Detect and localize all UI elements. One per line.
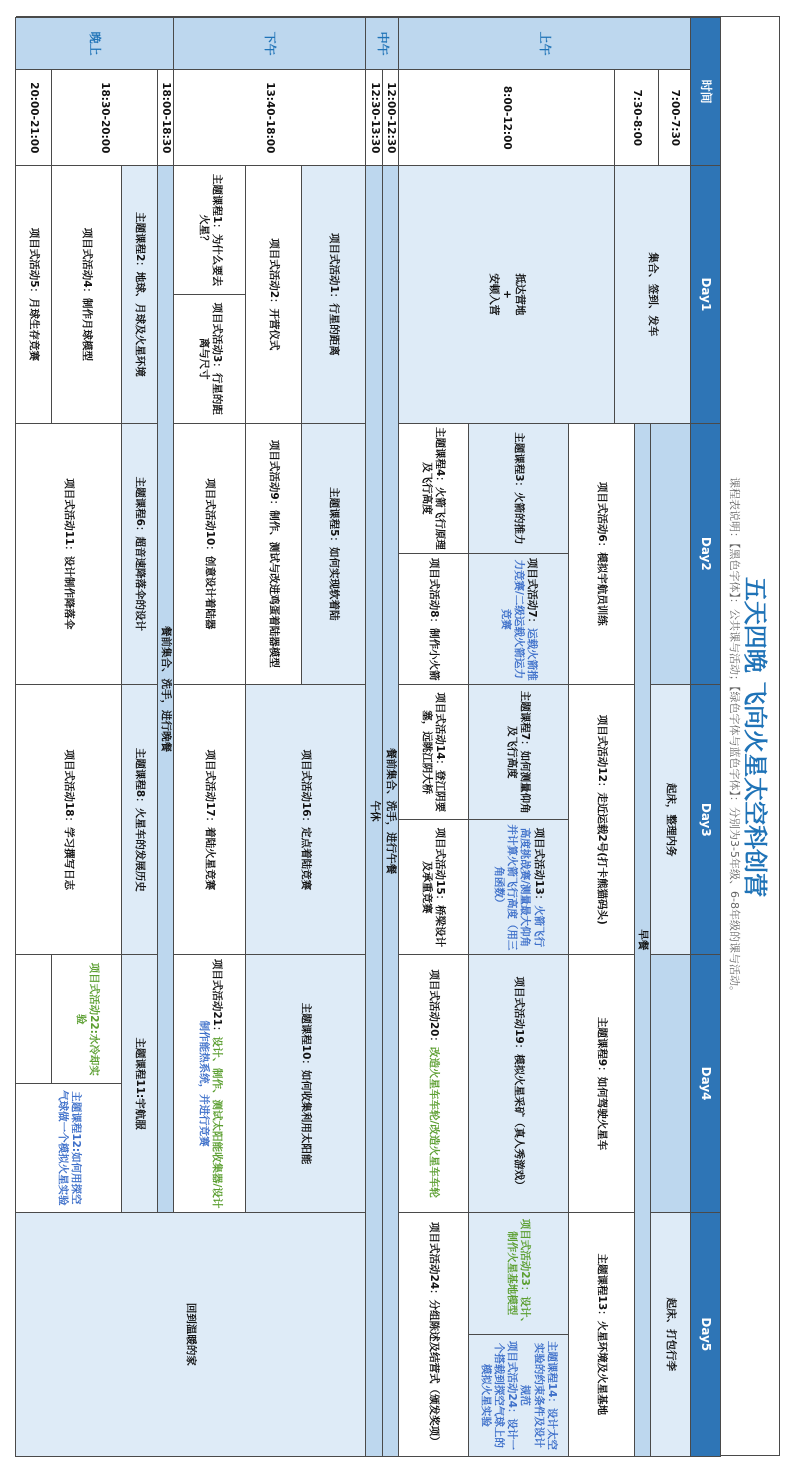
day1-a5: 项目式活动5：月球生存竞赛 — [16, 166, 52, 423]
day2-c5: 主题课程5：如何实现软着陆 — [302, 423, 366, 685]
day3-a13-end: 仰角并计算火箭飞行高度（用三角函数） — [493, 824, 532, 951]
day4-a22-text: 项目式活动22:水冷却实验 — [74, 962, 100, 1076]
schedule-page — [16, 16, 780, 1456]
time-cell: 18:30-20:00 — [52, 70, 158, 166]
day2-wake-band — [650, 423, 690, 685]
day4-a21-end: 制作能热系统，并进行竞赛 — [197, 1020, 210, 1147]
day3-a15: 项目式活动15：桥梁设计及承重竞赛 — [398, 820, 468, 955]
day3-a14: 项目式活动14：登江阴要塞，远眺江阴大桥 — [398, 685, 468, 820]
day4-a22 — [52, 955, 122, 1084]
day2-a7-end: 竞赛 — [499, 608, 512, 630]
row-0700 — [658, 18, 690, 1457]
day4-a19: 项目式活动19：模拟火星采矿（真人秀游戏） — [468, 955, 568, 1212]
day5-a24: 项目式活动24：分组陈述及结营式（颁发奖项） — [398, 1212, 468, 1456]
day2-a11: 项目式活动11：设计制作降落伞 — [16, 423, 122, 685]
day1-a1: 项目式活动1：行星的距离 — [302, 166, 366, 423]
time-cell: 12:00-12:30 — [382, 70, 398, 166]
time-cell: 13:40-18:00 — [174, 70, 366, 166]
day2-a10: 项目式活动10：创意设计着陆器 — [174, 423, 246, 685]
time-cell: 7:30-8:00 — [614, 70, 658, 166]
day1-a2: 项目式活动2：开营仪式 — [246, 166, 302, 423]
day5-c13: 主题课程13：火星环境及火星基地 — [568, 1212, 634, 1456]
day1-a4: 项目式活动4：制作月球模型 — [52, 166, 122, 423]
period-noon: 中午 — [366, 18, 398, 70]
day2-a7 — [468, 554, 568, 685]
day5-c14-text: 主题课程14：设计太空实验的约束条件及设计规范 — [519, 1340, 558, 1450]
lunch-band: 餐前集合、洗手，进行午餐 — [382, 166, 398, 1457]
day4-a20 — [398, 955, 468, 1212]
time-cell: 20:00-21:00 — [16, 70, 52, 166]
day1-c1: 主题课程1：为什么要去火星？ — [174, 166, 246, 295]
day4-a21-pre: 项目式活动21： — [211, 958, 223, 1037]
day5-wake: 起床、打包行李 — [650, 1212, 690, 1456]
header-day5: Day5 — [690, 1212, 720, 1456]
header-row — [690, 18, 720, 1457]
day4-a20-mid: 改造火星车车轮/改造火星车车轮 — [427, 1046, 440, 1198]
day2-c6: 主题课程6：超音速降落伞的设计 — [122, 423, 158, 685]
day2-c4: 主题课程4：火箭飞行原理及飞行高度 — [398, 423, 468, 554]
day3-a18: 项目式活动18：学习撰写日志 — [16, 685, 122, 955]
day4-a21-mid: 设计、制作、测试太阳能收集器/设计 — [211, 1036, 223, 1209]
header-day4: Day4 — [690, 955, 720, 1212]
day5-a23-mid: 设计、制作火星基地模型 — [506, 1231, 532, 1328]
time-cell: 18:00-18:30 — [158, 70, 174, 166]
day3-a13-mid: 火箭飞行高度挑战赛/测量最大 — [519, 827, 545, 948]
day5-c14 — [468, 1334, 568, 1456]
schedule-table — [15, 17, 721, 1457]
day3-c7: 主题课程7：如何测量仰角及飞行高度 — [468, 685, 568, 820]
day5-a23-pre: 项目式活动23： — [519, 1218, 532, 1297]
time-cell: 12:30-13:30 — [366, 70, 382, 166]
day2-a7-pre: 项目式活动7： — [525, 557, 538, 629]
day4-c12-text: 主题课程12:如何用探空气球做一个模拟火星实验 — [56, 1090, 82, 1206]
day1-a3: 项目式活动3：行星的距离与尺寸 — [174, 294, 246, 423]
row-1230 — [366, 18, 382, 1457]
day2-a7-mid: 运载火箭推力竞赛/二级运载火箭运力 — [512, 559, 538, 681]
day4-wake-band — [650, 955, 690, 1212]
day5-home: 回到温暖的家 — [16, 1212, 366, 1456]
header-day1: Day1 — [690, 166, 720, 423]
day1-settle: 安顿入营 — [487, 273, 500, 316]
time-cell: 7:00-7:30 — [658, 70, 690, 166]
day4-spacer — [16, 955, 52, 1084]
day4-c11: 主题课程11:宇航服 — [122, 955, 158, 1212]
day4-a21 — [174, 955, 246, 1212]
day3-a17: 项目式活动17：着陆火星竞赛 — [174, 685, 246, 955]
day4-c10: 主题课程10：如何收集利用太阳能 — [246, 955, 366, 1212]
day1-gather: 集合、签到、发车 — [614, 166, 690, 423]
day3-a13 — [468, 820, 568, 955]
period-evening: 晚上 — [16, 18, 174, 70]
day4-c12 — [16, 1084, 122, 1213]
day2-a9: 项目式活动9：制作、测试与改进鸡蛋着陆器模型 — [246, 423, 302, 685]
page-title: 五天四晚 飞向火星太空科创营 — [741, 576, 769, 898]
day3-a13-pre: 项目式活动13： — [532, 827, 545, 906]
header-time: 时间 — [690, 18, 720, 166]
legend-note: 课程表说明：【黑色字体】：公共课与活动；【绿色字体与蓝色字体】：分别为3-5年级、6-8年级的课与活动。 — [728, 477, 741, 997]
header-day3: Day3 — [690, 685, 720, 955]
dinner-band: 餐前集合、洗手，进行晚餐 — [158, 166, 174, 1212]
day2-a8: 项目式活动8：制作小火箭 — [398, 554, 468, 685]
day1-c2: 主题课程2：地球、月球及火星环境 — [122, 166, 158, 423]
day3-a12: 项目式活动12：走近运载2号(打卡熊猫码头) — [568, 685, 634, 955]
breakfast-band: 早餐 — [634, 423, 650, 1457]
day3-c8: 主题课程8：火星车的发展历史 — [122, 685, 158, 955]
day2-a6: 项目式活动6：模拟宇航员训练 — [568, 423, 634, 685]
noon-rest-band: 午休 — [366, 166, 382, 1457]
day3-a16: 项目式活动16：定点着陆竞赛 — [246, 685, 366, 955]
day1-arrive — [398, 166, 614, 423]
day1-plus: + — [500, 289, 513, 299]
day5-a24b: 项目式活动24：设计一个搭载到探空气球上的模拟火星实验 — [480, 1340, 519, 1450]
row-1200 — [382, 18, 398, 1457]
period-morning: 上午 — [398, 18, 690, 70]
day3-wake: 起床，整理内务 — [650, 685, 690, 955]
day5-a23 — [468, 1212, 568, 1334]
day1-arrive-text: 抵达营地 — [513, 273, 526, 316]
header-day2: Day2 — [690, 423, 720, 685]
day2-c3: 主题课程3：火箭的推力 — [468, 423, 568, 554]
day4-a20-pre: 项目式活动20： — [427, 969, 440, 1047]
time-cell: 8:00-12:00 — [398, 70, 614, 166]
row-1340a — [302, 18, 366, 1457]
day4-c9: 主题课程9：如何驾驶火星车 — [568, 955, 634, 1212]
period-afternoon: 下午 — [174, 18, 366, 70]
